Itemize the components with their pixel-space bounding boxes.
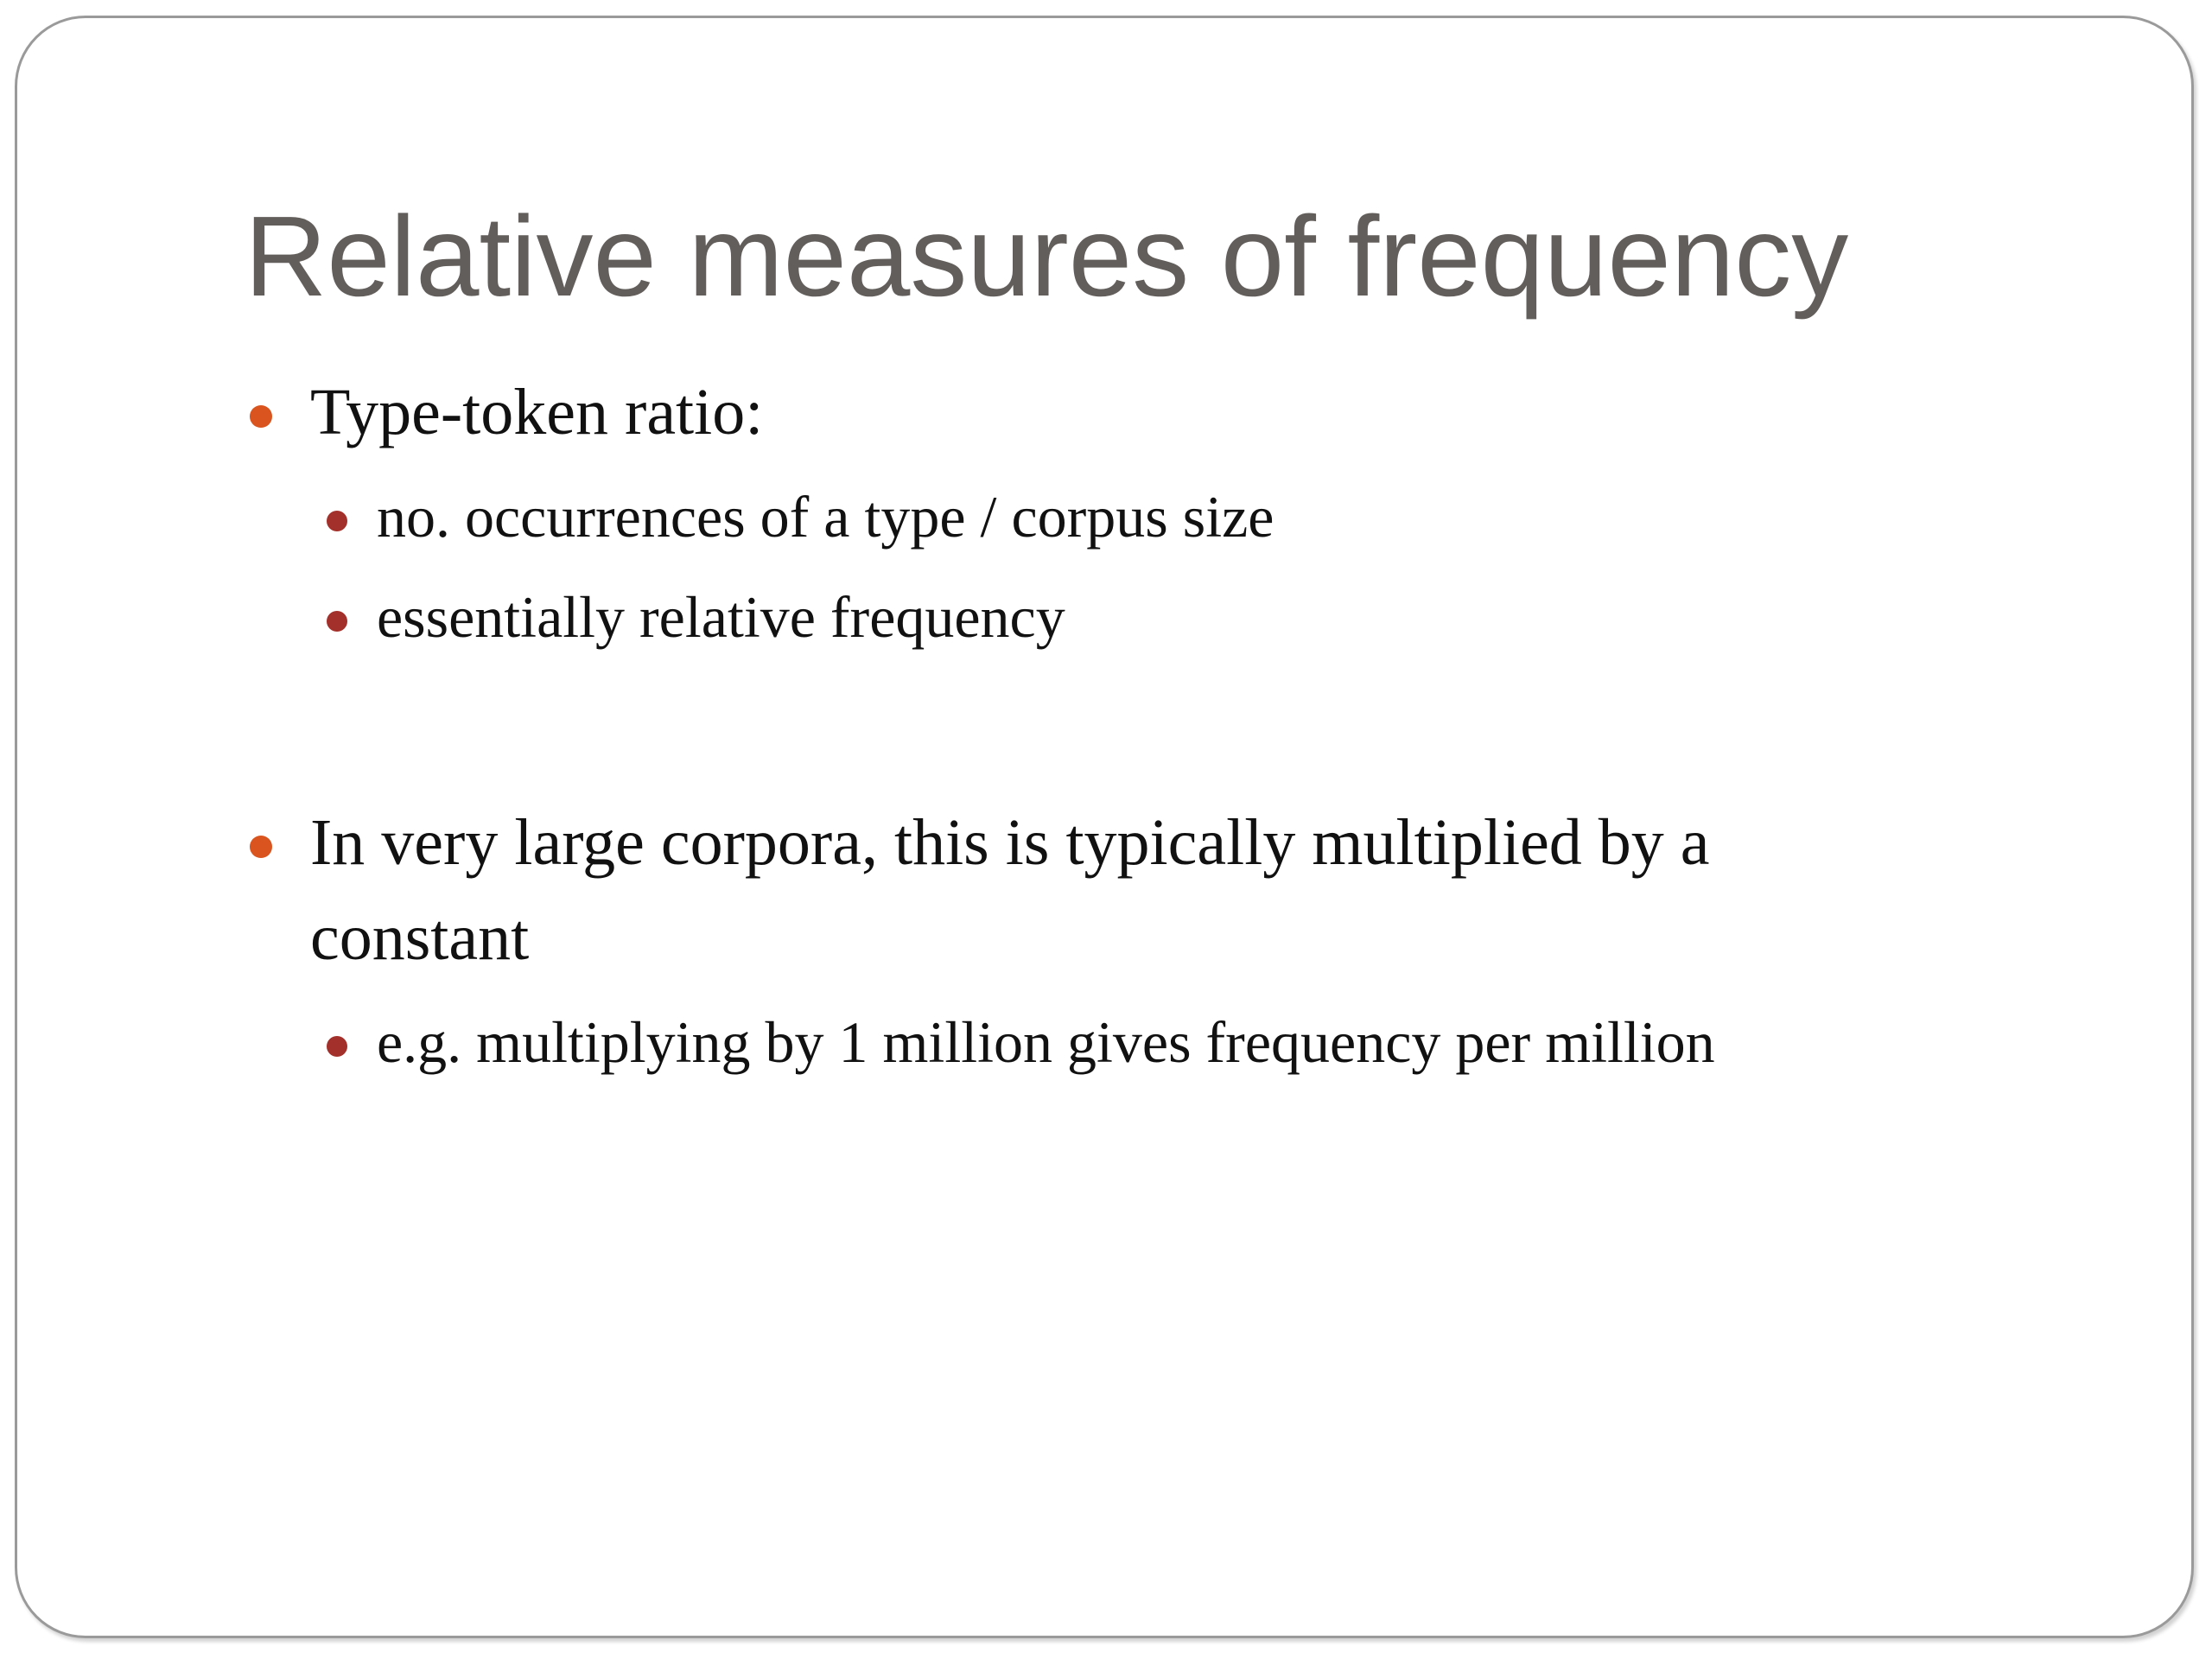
sub-bullet-text: essentially relative frequency xyxy=(377,584,1065,650)
sub-bullet-text: no. occurrences of a type / corpus size xyxy=(377,484,1274,550)
sub-bullet-per-million xyxy=(323,999,1715,1085)
bullet-text-line-2: constant xyxy=(310,901,530,974)
sub-bullet-occurrences xyxy=(323,474,1274,560)
sub-bullet-dot-icon xyxy=(327,1036,347,1057)
bullet-text: Type-token ratio: xyxy=(310,376,764,448)
sub-bullet-dot-icon xyxy=(327,611,347,632)
sub-bullet-dot-icon xyxy=(327,511,347,531)
slide-title: Relative measures of frequency xyxy=(245,193,1849,320)
bullet-type-token-ratio xyxy=(246,365,763,460)
sub-bullet-text: e.g. multiplying by 1 million gives frequency per million xyxy=(377,1009,1715,1075)
sub-bullet-relative-frequency xyxy=(323,574,1065,660)
bullet-dot-icon xyxy=(250,405,272,428)
bullet-dot-icon xyxy=(250,836,272,858)
bullet-text-line-1: In very large corpora, this is typically multiplied by a xyxy=(310,806,1710,879)
bullet-large-corpora xyxy=(246,795,1710,985)
